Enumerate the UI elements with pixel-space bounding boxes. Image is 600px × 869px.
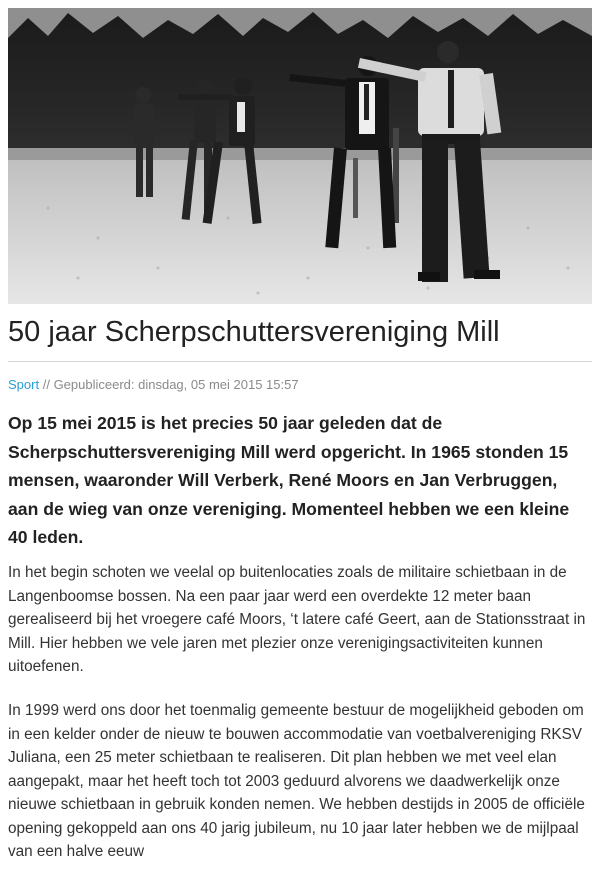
title-divider (8, 361, 592, 362)
article-lead: Op 15 mei 2015 is het precies 50 jaar geleden dat de Scherpschuttersvereniging Mill werd opgericht. In 1965 stonden 15 mensen, waaronder Will Verberk, René Moors en Jan Verbruggen, aan de wieg van onze vereniging. Momenteel hebben we een kleine 40 leden. (8, 413, 570, 547)
shooters-photo-illustration (8, 8, 592, 304)
article-meta (8, 376, 299, 393)
article-paragraph: In het begin schoten we veelal op buitenlocaties zoals de militaire schietbaan in de Langenboomse bossen. Na een paar jaar werd een overdekte 12 meter baan gerealiseerd bij het vroegere café Moors, ‘t latere café Geert, aan de Stationsstraat in Mill. Hier hebben we vele jaren met plezier onze verenigingsactiviteiten kunnen uitoefenen. (8, 564, 586, 675)
article-paragraph: In 1999 werd ons door het toenmalig gemeente bestuur de mogelijkheid geboden om in een kelder onder de nieuw te bouwen accommodatie van voetbalvereniging RKSV Juliana, een 25 meter schietbaan te realiseren. Dit plan hebben we met veel elan aangepakt, maar het heeft toch tot 2003 geduurd alvorens we daadwerkelijk onze nieuwe schietbaan in gebruik konden nemen. We hebben destijds in 2005 de officiële opening gekoppeld aan ons 40 jarig jubileum, nu 10 jaar later hebben we de mijlpaal van een halve eeuw (8, 702, 585, 860)
category-link[interactable]: Sport (8, 377, 40, 392)
meta-separator: // (42, 377, 50, 392)
published-date: Gepubliceerd: dinsdag, 05 mei 2015 15:57 (53, 377, 299, 392)
article-photo (8, 8, 592, 304)
article-title: 50 jaar Scherpschuttersvereniging Mill (8, 316, 500, 348)
